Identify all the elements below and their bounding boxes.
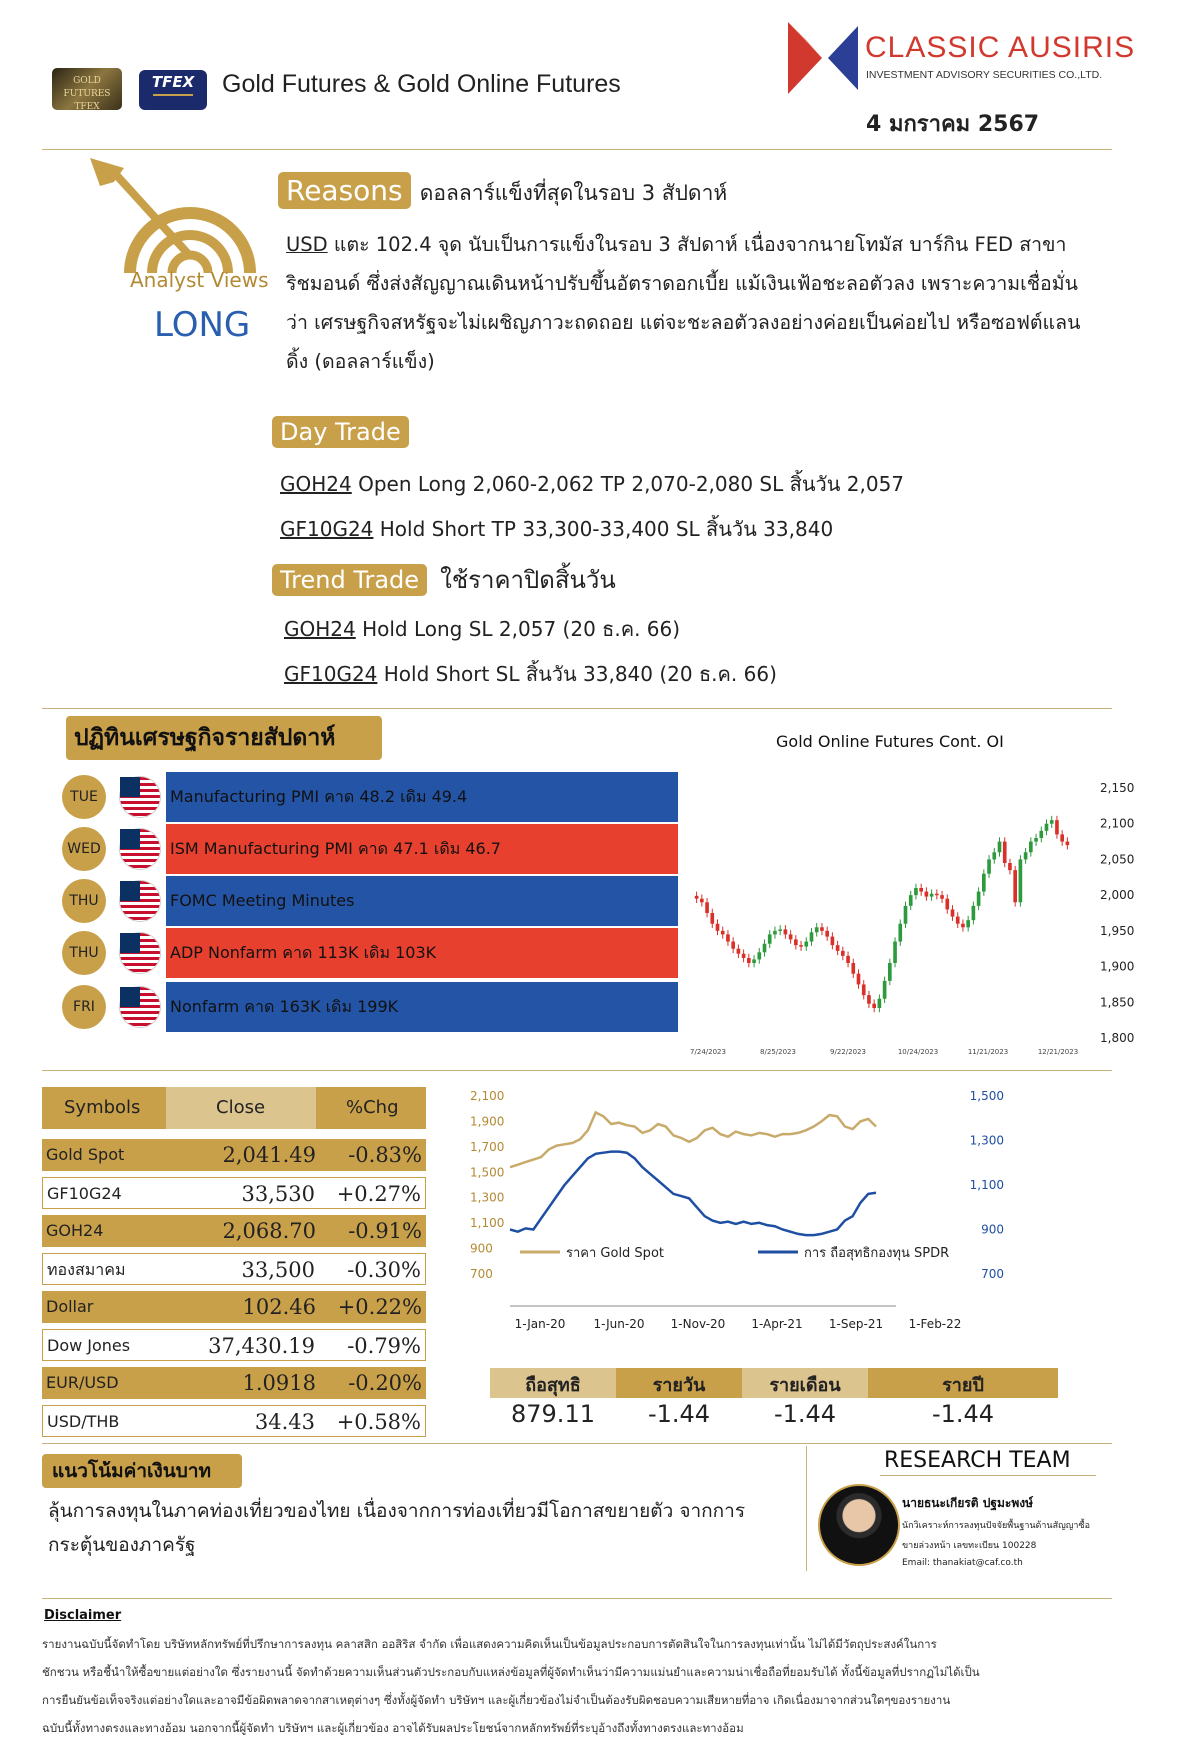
- candle-body: [825, 931, 829, 937]
- divider: [42, 708, 1112, 709]
- candle-body: [909, 895, 913, 906]
- candle-body: [710, 913, 714, 924]
- divider: [42, 149, 1112, 150]
- candle-body: [1003, 842, 1007, 863]
- disclaimer-body: [42, 1630, 1162, 1742]
- analyst-role: นักวิเคราะห์การลงทุนปัจจัยพื้นฐานด้านสัญญาซื้อ: [902, 1521, 1090, 1531]
- quote-row: [42, 1177, 426, 1209]
- candle-body: [919, 888, 923, 892]
- baht-body: [48, 1494, 808, 1562]
- holdings-value: -1.44: [931, 1400, 995, 1428]
- vertical-divider: [806, 1446, 807, 1571]
- quote-chg: -0.79%: [347, 1334, 421, 1358]
- us-flag-icon: [120, 829, 160, 869]
- candle-body: [878, 999, 882, 1008]
- candle-body: [737, 949, 741, 954]
- calendar-title: ปฏิทินเศรษฐกิจรายสัปดาห์: [66, 716, 382, 760]
- disclaimer-line: ฉบับนี้ทั้งทางตรงและทางอ้อม นอกจากนี้ผู้จัดทำ บริษัทฯ และผู้เกี่ยวข้อง อาจได้รับผลประโยชน์จากหลักทรัพย์ที่ระบุอ้างถึงทั้งทางตรงและทางอ้อม: [42, 1721, 744, 1735]
- analyst-email: Email: thanakiat@caf.co.th: [902, 1558, 1023, 1568]
- y-right-tick-label: 1,500: [969, 1089, 1004, 1103]
- gold-logo-text: GOLD FUTURES TFEX: [63, 76, 111, 112]
- reasons-tag: Reasons: [278, 172, 411, 209]
- x-tick-label: 1-Jan-20: [514, 1317, 566, 1331]
- quote-close: 33,530: [241, 1182, 315, 1206]
- candle-body: [956, 917, 960, 924]
- day-trade-item: GOH24 Open Long 2,060-2,062 TP 2,070-2,080 SL สิ้นวัน 2,057: [280, 472, 905, 496]
- quote-symbol: EUR/USD: [46, 1373, 119, 1392]
- y-tick-label: 1,900: [1100, 959, 1135, 974]
- candle-body: [925, 892, 929, 897]
- quote-row: [42, 1405, 426, 1437]
- candle-body: [794, 939, 798, 945]
- candle-body: [836, 945, 840, 951]
- holdings-table: [490, 1368, 1058, 1430]
- candle-body: [763, 944, 767, 953]
- holdings-header: ถือสุทธิ: [525, 1375, 581, 1396]
- day-trade-tag: Day Trade: [272, 416, 409, 448]
- x-tick-label: 1-Nov-20: [670, 1317, 726, 1331]
- candle-body: [815, 927, 819, 932]
- econ-event: ADP Nonfarm คาด 113K เดิม 103K: [166, 928, 678, 978]
- candle-body: [883, 981, 887, 999]
- econ-event: FOMC Meeting Minutes: [166, 876, 678, 926]
- day-badge: THU: [62, 931, 106, 975]
- y-right-tick-label: 1,300: [969, 1133, 1004, 1148]
- candle-body: [1019, 859, 1023, 902]
- baht-line: ลุ้นการลงทุนในภาคท่องเที่ยวของไทย เนื่องจากการท่องเที่ยวมีโอกาสขยายตัว จากการ: [48, 1500, 746, 1522]
- candle-body: [987, 859, 991, 873]
- candle-body: [820, 927, 824, 931]
- candle-body: [1045, 824, 1049, 831]
- series-line: [510, 1152, 876, 1236]
- candle-body: [846, 956, 850, 963]
- reasons-lead: USD: [286, 233, 328, 256]
- candle-body: [1024, 852, 1028, 859]
- analyst-views-label: Analyst Views: [130, 268, 269, 292]
- divider: [42, 1443, 1112, 1444]
- candle-body: [867, 995, 871, 1004]
- y-left-tick-label: 1,100: [470, 1216, 505, 1231]
- candle-body: [914, 888, 918, 895]
- x-tick-label: 1-Feb-22: [908, 1317, 962, 1331]
- candle-body: [799, 945, 803, 947]
- y-left-tick-label: 2,100: [470, 1089, 505, 1103]
- x-tick-label: 11/21/2023: [967, 1048, 1009, 1056]
- oi-chart-svg: [680, 728, 1135, 1058]
- candle-body: [862, 984, 866, 995]
- candle-body: [992, 852, 996, 859]
- candle-body: [1034, 838, 1038, 842]
- day-trade-heading: [272, 416, 409, 448]
- y-tick-label: 2,100: [1100, 816, 1135, 831]
- candle-body: [721, 931, 725, 935]
- x-tick-label: 12/21/2023: [1037, 1048, 1079, 1056]
- gold-futures-logo: [52, 68, 122, 110]
- disclaimer-title: Disclaimer: [44, 1608, 122, 1623]
- day-trade-item: GF10G24 Hold Short TP 33,300-33,400 SL สิ้นวัน 33,840: [280, 517, 834, 541]
- candle-body: [851, 963, 855, 974]
- day-trade-symbol: GF10G24: [280, 517, 374, 541]
- position-label: LONG: [154, 305, 251, 345]
- candle-body: [705, 902, 709, 913]
- reasons-line: ริชมอนด์ ซึ่งส่งสัญญาณเดินหน้าปรับขึ้นอัตราดอกเบี้ย แม้เงินเฟ้อชะลอตัวลง เพราะความเชื่อมั่น: [286, 272, 1078, 295]
- x-tick-label: 7/24/2023: [690, 1048, 726, 1056]
- baht-line: กระตุ้นของภาครัฐ: [48, 1534, 196, 1556]
- candle-body: [961, 924, 965, 928]
- candle-body: [726, 934, 730, 941]
- y-tick-label: 1,800: [1100, 1031, 1135, 1045]
- holdings-header: รายปี: [942, 1375, 984, 1396]
- quote-symbol: GF10G24: [47, 1184, 122, 1203]
- quote-chg: -0.30%: [347, 1258, 421, 1282]
- quote-chg: +0.27%: [336, 1182, 421, 1206]
- trend-trade-heading: [272, 560, 616, 599]
- analyst-name: นายธนะเกียรติ ปฐมะพงษ์: [902, 1496, 1034, 1510]
- quote-close: 37,430.19: [208, 1334, 315, 1358]
- candle-body: [810, 932, 814, 941]
- holdings-value: -1.44: [773, 1400, 837, 1428]
- candle-body: [1055, 820, 1059, 834]
- quote-symbol: Dow Jones: [47, 1336, 131, 1355]
- candle-body: [1060, 834, 1064, 841]
- econ-event: ISM Manufacturing PMI คาด 47.1 เดิม 46.7: [166, 824, 678, 874]
- holdings-value: -1.44: [647, 1400, 711, 1428]
- quote-header: [42, 1087, 426, 1129]
- quote-close: 34.43: [254, 1410, 315, 1434]
- trend-trade-symbol: GOH24: [284, 617, 356, 641]
- quote-header-chg: %Chg: [346, 1097, 399, 1118]
- quote-chg: -0.20%: [348, 1371, 422, 1395]
- quote-close: 2,041.49: [222, 1143, 316, 1167]
- candle-body: [935, 894, 939, 896]
- candle-body: [1039, 831, 1043, 838]
- classic-ausiris-logo: [788, 22, 858, 94]
- legend-label: ราคา Gold Spot: [566, 1246, 664, 1261]
- oi-chart-title: Gold Online Futures Cont. OI: [776, 732, 1004, 751]
- quote-symbol: USD/THB: [47, 1412, 120, 1431]
- quote-close: 33,500: [241, 1258, 315, 1282]
- holdings-header: รายวัน: [652, 1375, 706, 1396]
- econ-event: Nonfarm คาด 163K เดิม 199K: [166, 982, 678, 1032]
- reasons-line: USD แตะ 102.4 จุด นับเป็นการแข็งในรอบ 3 สัปดาห์ เนื่องจากนายโทมัส บาร์กิน FED สาขา: [286, 233, 1067, 256]
- reasons-line: ดิ้ง (ดอลลาร์แข็ง): [286, 350, 435, 373]
- candle-body: [747, 958, 751, 963]
- candle-body: [716, 924, 720, 931]
- y-right-tick-label: 700: [981, 1267, 1004, 1281]
- candle-body: [778, 929, 782, 931]
- us-flag-icon: [120, 987, 160, 1027]
- reasons-heading: [278, 172, 727, 210]
- candle-body: [773, 931, 777, 935]
- disclaimer-line: ชักชวน หรือชี้นำให้ซื้อขายแต่อย่างใด ซึ่งรายงานนี้ จัดทำด้วยความเห็นส่วนตัวประกอบกับแหล่งข้อมูลที่ผู้จัดทำเห็นว่ามีความแม่นยำและความน่าเชื่อถือที่ยอมรับได้ ทั้งนี้ข้อมูลที่ปรากฏไม่ได้เป็น: [42, 1665, 980, 1679]
- candle-body: [700, 899, 704, 903]
- y-tick-label: 2,150: [1100, 781, 1135, 795]
- analyst-role: ขายล่วงหน้า เลขทะเบียน 100228: [902, 1541, 1037, 1551]
- quote-symbol: GOH24: [46, 1221, 104, 1240]
- trend-trade-note: ใช้ราคาปิดสิ้นวัน: [440, 566, 616, 594]
- candle-body: [768, 934, 772, 943]
- holdings-header: รายเดือน: [769, 1375, 841, 1396]
- candle-body: [695, 896, 699, 899]
- candle-body: [841, 951, 845, 956]
- candle-body: [972, 906, 976, 920]
- y-left-tick-label: 1,700: [470, 1139, 505, 1154]
- x-tick-label: 9/22/2023: [830, 1048, 866, 1056]
- quote-row: [42, 1215, 426, 1247]
- y-left-tick-label: 1,900: [470, 1114, 505, 1129]
- quote-symbol: ทองสมาคม: [47, 1260, 126, 1279]
- y-tick-label: 2,050: [1100, 852, 1135, 867]
- company-name: CLASSIC AUSIRIS: [865, 31, 1136, 64]
- quote-row: [42, 1253, 426, 1285]
- candle-body: [977, 892, 981, 906]
- series-line: [510, 1113, 876, 1168]
- quote-header-close: Close: [216, 1097, 266, 1118]
- quote-chg: -0.91%: [348, 1219, 422, 1243]
- quote-row: [42, 1367, 426, 1399]
- quote-row: [42, 1329, 426, 1361]
- candle-body: [784, 929, 788, 934]
- candle-body: [857, 974, 861, 985]
- spdr-chart-svg: [470, 1078, 1030, 1338]
- y-tick-label: 1,950: [1100, 923, 1135, 938]
- candle-body: [1066, 842, 1070, 846]
- day-badge: THU: [62, 879, 106, 923]
- candle-body: [789, 934, 793, 939]
- quote-row: [42, 1139, 426, 1171]
- research-title: RESEARCH TEAM: [884, 1448, 1071, 1473]
- us-flag-icon: [120, 933, 160, 973]
- candle-body: [757, 952, 761, 959]
- y-tick-label: 2,000: [1100, 888, 1135, 903]
- day-badge: WED: [62, 827, 106, 871]
- candle-body: [998, 842, 1002, 853]
- candle-body: [966, 920, 970, 927]
- econ-event: Manufacturing PMI คาด 48.2 เดิม 49.4: [166, 772, 678, 822]
- candle-body: [893, 942, 897, 963]
- day-trade-symbol: GOH24: [280, 472, 352, 496]
- candle-body: [888, 963, 892, 981]
- y-tick-label: 1,850: [1100, 995, 1135, 1010]
- x-tick-label: 10/24/2023: [897, 1048, 939, 1056]
- reasons-body: [286, 225, 1166, 381]
- x-tick-label: 1-Apr-21: [751, 1317, 803, 1331]
- day-badge: FRI: [62, 985, 106, 1029]
- candle-body: [1050, 820, 1054, 824]
- candle-body: [904, 906, 908, 924]
- baht-title: แนวโน้มค่าเงินบาท: [42, 1454, 242, 1488]
- candle-body: [940, 895, 944, 899]
- report-date: 4 มกราคม 2567: [866, 112, 1040, 137]
- company-subtitle: INVESTMENT ADVISORY SECURITIES CO.,LTD.: [866, 69, 1103, 81]
- candle-body: [742, 954, 746, 958]
- disclaimer-line: รายงานฉบับนี้จัดทำโดย บริษัทหลักทรัพย์ที่ปรึกษาการลงทุน คลาสสิก ออสิริส จำกัด เพื่อแสดงความคิดเห็นเป็นข้อมูลประกอบการตัดสินใจในการลงทุนเท่านั้น ไม่ได้มีวัตถุประสงค์ในการ: [42, 1637, 937, 1651]
- quote-symbol: Dollar: [46, 1297, 94, 1316]
- divider: [42, 1598, 1112, 1599]
- y-right-tick-label: 900: [981, 1222, 1004, 1237]
- x-tick-label: 8/25/2023: [760, 1048, 796, 1056]
- quote-close: 102.46: [242, 1295, 316, 1319]
- quote-close: 2,068.70: [222, 1219, 316, 1243]
- candle-body: [872, 1004, 876, 1008]
- holdings-value: 879.11: [511, 1400, 595, 1428]
- candle-body: [831, 937, 835, 946]
- y-right-tick-label: 1,100: [969, 1178, 1004, 1192]
- quote-close: 1.0918: [242, 1371, 316, 1395]
- y-left-tick-label: 700: [470, 1267, 493, 1281]
- y-left-tick-label: 900: [470, 1241, 493, 1256]
- quote-row: [42, 1291, 426, 1323]
- disclaimer-line: การยืนยันข้อเท็จจริงแต่อย่างใดและอาจมีข้อผิดพลาดจากสาเหตุต่างๆ ซึ่งทั้งผู้จัดทำ บริษัทฯ และผู้เกี่ยวข้องไม่จำเป็นต้องรับผิดชอบความเสียหายที่อาจ เกิดเนื่องมาจากส่วนใดๆของรายงาน: [42, 1693, 951, 1707]
- reasons-headline: ดอลลาร์แข็งที่สุดในรอบ 3 สัปดาห์: [419, 181, 728, 205]
- candle-body: [731, 942, 735, 949]
- tfex-logo: [139, 70, 207, 110]
- candle-body: [930, 894, 934, 897]
- candle-body: [898, 924, 902, 942]
- candle-body: [951, 909, 955, 916]
- quote-chg: +0.58%: [336, 1410, 421, 1434]
- reasons-line: ว่า เศรษฐกิจสหรัฐจะไม่เผชิญภาวะถดถอย แต่จะชะลอตัวลงอย่างค่อยเป็นค่อยไป หรือซอฟต์แลน: [286, 311, 1081, 334]
- page-title: Gold Futures & Gold Online Futures: [222, 70, 621, 98]
- trend-trade-symbol: GF10G24: [284, 662, 378, 686]
- candle-body: [1029, 842, 1033, 853]
- us-flag-icon: [120, 881, 160, 921]
- quote-chg: -0.83%: [348, 1143, 422, 1167]
- candle-body: [945, 899, 949, 910]
- oi-chart: [680, 728, 1135, 1058]
- candle-body: [752, 959, 756, 963]
- legend-label: การ ถือสุทธิกองทุน SPDR: [804, 1246, 950, 1261]
- candle-body: [804, 942, 808, 947]
- x-tick-label: 1-Jun-20: [593, 1317, 645, 1331]
- quote-symbol: Gold Spot: [46, 1145, 125, 1164]
- candle-body: [1013, 870, 1017, 902]
- y-left-tick-label: 1,300: [470, 1190, 505, 1205]
- candle-body: [982, 874, 986, 892]
- tfex-logo-text: TFEX: [151, 73, 195, 91]
- avatar: [818, 1484, 900, 1566]
- day-badge: TUE: [62, 775, 106, 819]
- candle-body: [1008, 863, 1012, 870]
- trend-trade-tag: Trend Trade: [272, 564, 427, 596]
- x-tick-label: 1-Sep-21: [828, 1317, 884, 1331]
- quote-header-symbols: Symbols: [64, 1097, 141, 1118]
- spdr-chart: [470, 1078, 1030, 1338]
- us-flag-icon: [120, 777, 160, 817]
- divider: [42, 1070, 1112, 1071]
- quote-chg: +0.22%: [337, 1295, 422, 1319]
- y-left-tick-label: 1,500: [470, 1165, 505, 1180]
- trend-trade-item: GOH24 Hold Long SL 2,057 (20 ธ.ค. 66): [284, 617, 681, 641]
- trend-trade-item: GF10G24 Hold Short SL สิ้นวัน 33,840 (20 ธ.ค. 66): [284, 662, 777, 686]
